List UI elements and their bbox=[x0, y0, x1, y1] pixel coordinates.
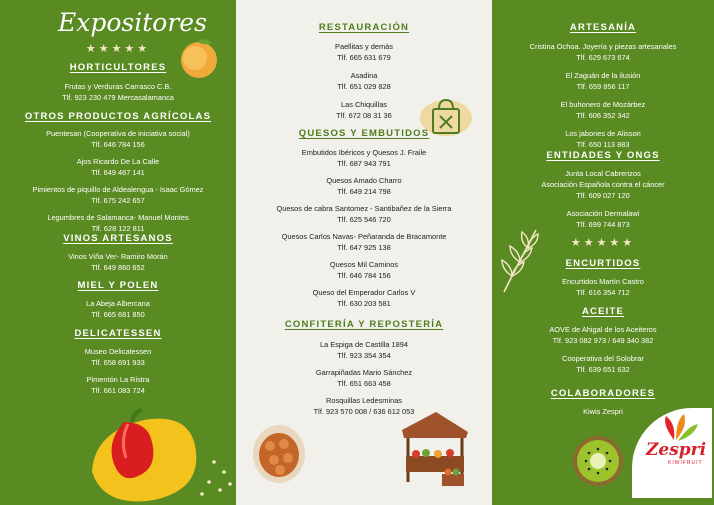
list-item: Tlf. 651 663 458 bbox=[337, 379, 391, 388]
list-item: Tlf. 646 784 156 bbox=[91, 140, 145, 149]
rating-stars-left: ★★★★★ bbox=[85, 43, 151, 55]
list-item: Pimentón La Ristra bbox=[86, 375, 150, 384]
list-item: Tlf. 650 113 883 bbox=[576, 140, 630, 149]
list-item: Tlf. 675 242 657 bbox=[91, 196, 145, 205]
list-item: Asociación Dermalawi bbox=[566, 209, 640, 218]
list-item: Cooperativa del Solobrar bbox=[562, 354, 644, 363]
list-item: AOVE de Ahigal de los Aceiteros bbox=[549, 325, 657, 334]
list-item: Tlf. 639 651 632 bbox=[576, 365, 630, 374]
list-item: Tlf. 923 230 479 Mercasalamanca bbox=[62, 93, 174, 102]
list-item: Paellitas y demás bbox=[335, 42, 393, 51]
left-column bbox=[0, 0, 236, 505]
zespri-logo-text: Zespri bbox=[646, 440, 707, 460]
list-item: Tlf. 646 784 156 bbox=[337, 271, 391, 280]
section-heading: ENCURTIDOS bbox=[565, 258, 641, 269]
market-stall-icon bbox=[396, 408, 472, 488]
list-item: Pimientos de piquillo de Aldealengua - Isaac Gómez bbox=[32, 185, 204, 194]
section-horticultores bbox=[0, 62, 236, 103]
list-item: Tlf. 630 203 581 bbox=[337, 299, 391, 308]
list-item: Tlf. 923 354 354 bbox=[337, 351, 391, 360]
list-item: Quesos Carlos Navas- Peñaranda de Bracamonte bbox=[281, 232, 447, 241]
rating-stars-right: ★★★★★ bbox=[570, 237, 636, 249]
section-heading: ENTIDADES Y ONGS bbox=[546, 150, 660, 161]
list-item: Las Chiquillas bbox=[340, 100, 387, 109]
list-item: Tlf. 628 122 811 bbox=[91, 224, 145, 233]
section-heading: QUESOS Y EMBUTIDOS bbox=[298, 128, 430, 139]
list-item: Encurtidos Martín Castro bbox=[562, 277, 644, 286]
list-item: Tlf. 923 082 973 / 649 340 382 bbox=[552, 336, 654, 345]
section-entidades bbox=[492, 150, 714, 230]
section-heading: OTROS PRODUCTOS AGRÍCOLAS bbox=[24, 111, 212, 122]
list-item: Ajos Ricardo De La Calle bbox=[76, 157, 160, 166]
list-item: Cristina Ochoa. Joyería y piezas artesanales bbox=[529, 42, 677, 51]
section-aceite bbox=[492, 306, 714, 375]
list-item: Kiwis Zespri bbox=[583, 407, 623, 416]
list-item: Tlf. 665 681 850 bbox=[91, 310, 145, 319]
section-delicatessen bbox=[0, 328, 236, 396]
list-item: Tlf. 659 856 117 bbox=[576, 82, 630, 91]
list-item: Frutas y Verduras Carrasco C.B. bbox=[64, 82, 172, 91]
section-heading: RESTAURACIÓN bbox=[318, 22, 410, 33]
list-item: Quesos Mil Caminos bbox=[329, 260, 399, 269]
section-confiteria bbox=[236, 319, 492, 417]
section-vinos bbox=[0, 233, 236, 273]
list-item: Legumbres de Salamanca- Manuel Montes bbox=[47, 213, 189, 222]
list-item: Tlf. 672 08 31 36 bbox=[336, 111, 392, 120]
section-heading: CONFITERÍA Y REPOSTERÍA bbox=[284, 319, 444, 330]
wheat-sprig-icon bbox=[496, 224, 542, 296]
section-agricolas bbox=[0, 111, 236, 234]
list-item: El buhonero de Mozárbez bbox=[560, 100, 646, 109]
list-item: La Abeja Albercana bbox=[86, 299, 150, 308]
section-heading: COLABORADORES bbox=[550, 388, 656, 399]
section-heading: ACEITE bbox=[581, 306, 625, 317]
list-item: Tlf. 647 925 138 bbox=[337, 243, 391, 252]
list-item: Puentesan (Cooperativa de iniciativa social) bbox=[46, 129, 190, 138]
list-item: Tlf. 665 631 679 bbox=[337, 53, 391, 62]
list-item: Asociación Española contra el cáncer bbox=[541, 180, 665, 189]
list-item: Tlf. 661 083 724 bbox=[91, 386, 145, 395]
list-item: Embutidos Ibéricos y Quesos J. Fraile bbox=[301, 148, 427, 157]
list-item: Tlf. 606 352 342 bbox=[576, 111, 630, 120]
section-quesos bbox=[236, 128, 492, 309]
list-item: Tlf. 651 029 828 bbox=[337, 82, 391, 91]
list-item: Quesos Amado Charro bbox=[326, 176, 402, 185]
zespri-logo-sub: KIWIFRUIT bbox=[668, 460, 703, 466]
list-item: Tlf. 649 214 798 bbox=[337, 187, 391, 196]
list-item: Quesos de cabra Santomez - Santibañez de la Sierra bbox=[276, 204, 452, 213]
list-item: Tlf. 629 673 674 bbox=[576, 53, 630, 62]
list-item: Tlf. 923 570 008 / 636 612 053 bbox=[313, 407, 415, 416]
list-item: Tlf. 658 691 933 bbox=[91, 358, 145, 367]
section-heading: VINOS ARTESANOS bbox=[63, 233, 173, 244]
list-item: Asadina bbox=[350, 71, 378, 80]
section-heading: ARTESANÍA bbox=[569, 22, 637, 33]
section-heading: DELICATESSEN bbox=[74, 328, 162, 339]
middle-column bbox=[236, 0, 492, 505]
list-item: La Espiga de Castilla 1894 bbox=[320, 340, 408, 349]
section-heading: MIEL Y POLEN bbox=[77, 280, 159, 291]
red-pepper-icon bbox=[84, 402, 236, 505]
list-item: Tlf. 699 744 873 bbox=[576, 220, 630, 229]
page-title: Expositores bbox=[58, 8, 207, 37]
list-item: Museo Delicatessen bbox=[84, 347, 152, 356]
list-item: Tlf. 687 943 791 bbox=[337, 159, 391, 168]
list-item: Tlf. 649 860 652 bbox=[91, 263, 145, 272]
list-item: Tlf. 649 467 141 bbox=[91, 168, 145, 177]
section-miel bbox=[0, 280, 236, 320]
list-item: Tlf. 616 354 712 bbox=[576, 288, 630, 297]
rosquillas-icon bbox=[252, 424, 306, 484]
list-item: Garrapiñadas Mario Sánchez bbox=[315, 368, 413, 377]
list-item: Queso del Emperador Carlos V bbox=[312, 288, 416, 297]
list-item: Los jabones de Alisson bbox=[565, 129, 641, 138]
kiwi-icon bbox=[570, 434, 626, 488]
list-item: Tlf. 609 027 120 bbox=[576, 191, 630, 200]
list-item: Vinos Viña Ver- Ramiro Morán bbox=[68, 252, 168, 261]
section-artesania bbox=[492, 22, 714, 150]
list-item: El Zaguán de la ilusión bbox=[565, 71, 641, 80]
list-item: Junta Local Cabrerizos bbox=[565, 169, 641, 178]
list-item: Rosquillas Ledesminas bbox=[326, 396, 402, 405]
list-item: Tlf. 625 546 720 bbox=[337, 215, 391, 224]
section-heading: HORTICULTORES bbox=[69, 62, 167, 73]
zespri-logo bbox=[632, 408, 712, 498]
